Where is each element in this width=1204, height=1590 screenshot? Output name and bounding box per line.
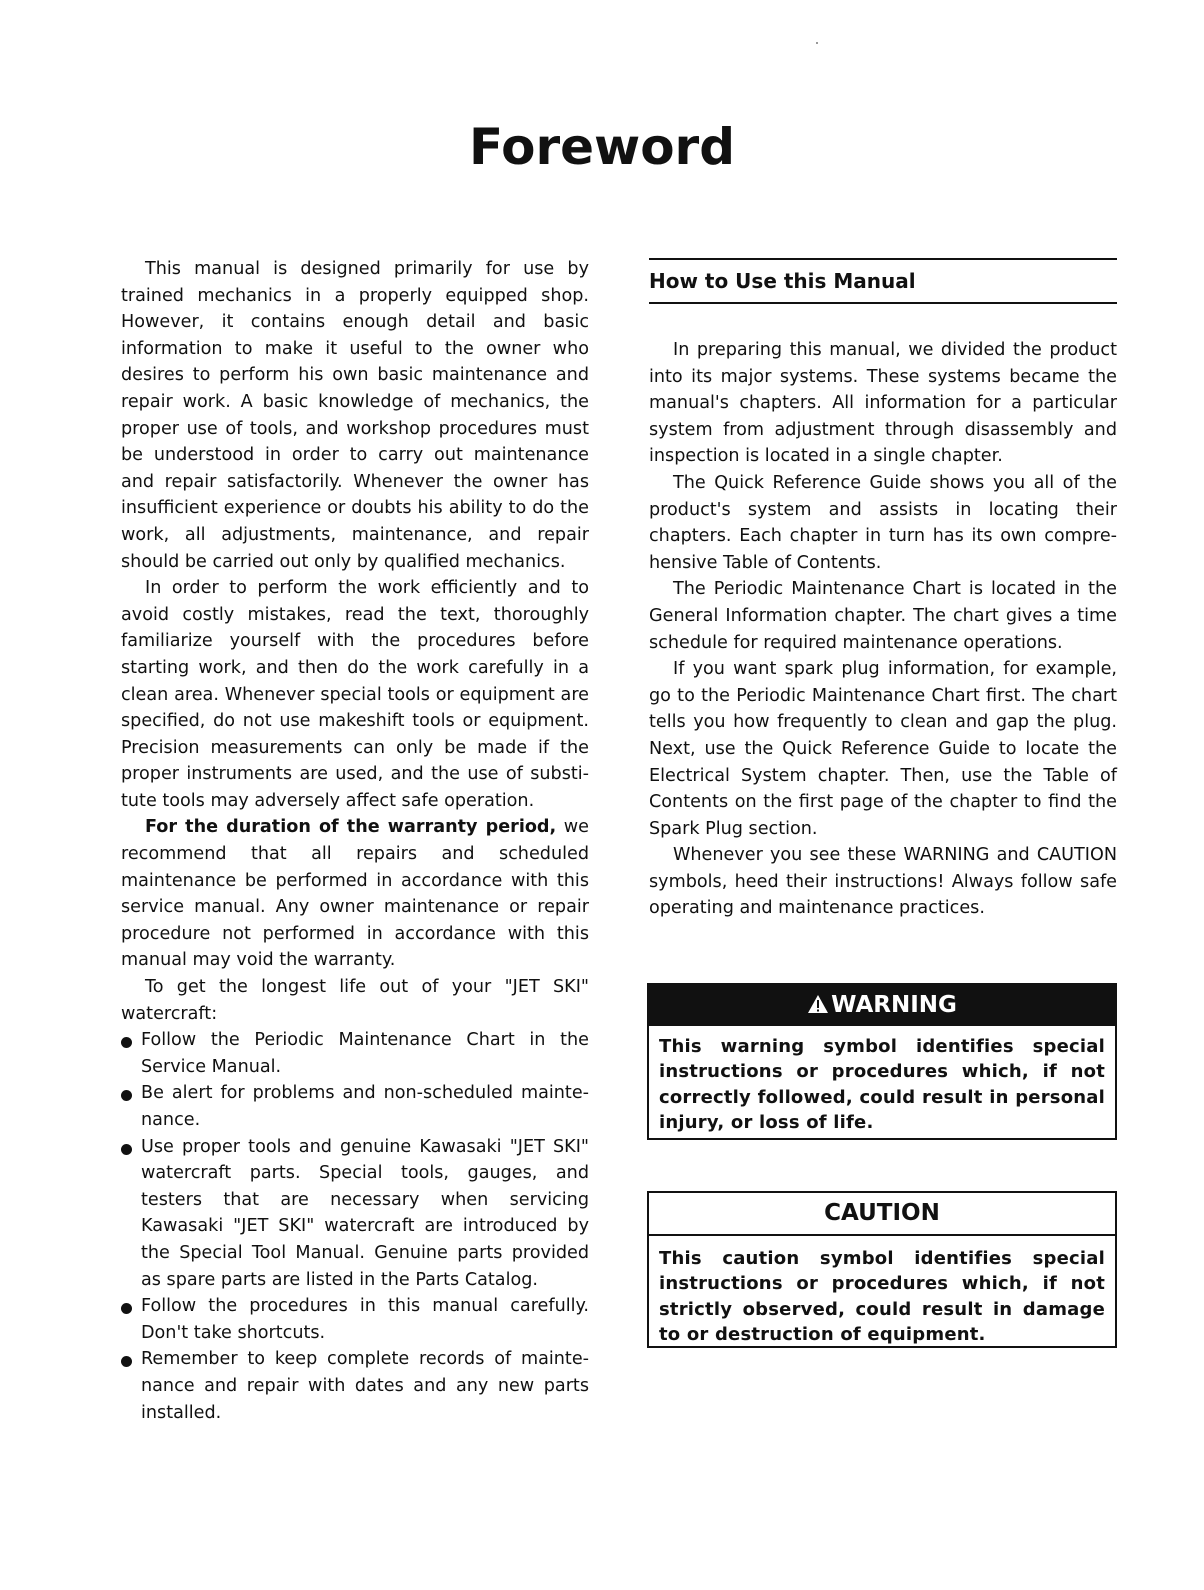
page-title: Foreword xyxy=(468,118,736,176)
list-item: Follow the Periodic Maintenance Chart in the Service Manual. xyxy=(121,1027,589,1080)
warranty-paragraph xyxy=(121,814,589,974)
warning-header xyxy=(649,985,1115,1026)
warranty-lead: For the duration of the warranty period, xyxy=(145,817,557,838)
list-item: Remember to keep complete records of mainte-nance and repair with dates and any new parts installed. xyxy=(121,1346,589,1426)
paragraph: In preparing this manual, we divided the product into its major systems. These systems became the manual's chapters. All information for a particular system from adjustment through disassembly and inspection is located in a single chapter. xyxy=(649,340,1117,467)
warranty-text: we recommend that all repairs and scheduled maintenance be performed in accordance with this service manual. Any owner maintenance or repair procedure not performed in accordance with this manual may void the warranty. xyxy=(121,817,590,971)
paragraph: Whenever you see these WARNING and CAUTION symbols, heed their instructions! Always follow safe operating and maintenance practices. xyxy=(649,845,1117,919)
bullet-icon xyxy=(121,1356,132,1367)
caution-header xyxy=(649,1193,1115,1236)
paragraph: If you want spark plug information, for example, go to the Periodic Maintenance Chart first. The chart tells you how frequently to clean and gap the plug. Next, use the Quick Reference Guide to locate the Electrical System chapter. Then, use the Table of Contents on the first page of the chapter to find the Spark Plug section. xyxy=(649,659,1117,839)
list-item: Be alert for problems and non-scheduled mainte-nance. xyxy=(121,1080,589,1133)
bullet-icon xyxy=(121,1144,132,1155)
paragraph: The Quick Reference Guide shows you all of the product's system and assists in locating their chapters. Each chapter in turn has its own compre-hensive Table of Contents. xyxy=(649,472,1117,573)
efficiency-paragraph: In order to perform the work efficiently and to avoid costly mistakes, read the text, thoroughly familiarize yourself with the procedures before starting work, and then do the work carefully in a clean area. Whenever special tools or equipment are specified, do not use makeshift tools or equipment. Precision measurements can only be made if the proper instruments are used, and the use of substi-tute tools may adversely affect safe operation. xyxy=(121,578,589,811)
scan-mark xyxy=(816,42,818,44)
list-item: Follow the procedures in this manual carefully. Don't take shortcuts. xyxy=(121,1293,589,1346)
warning-triangle-icon xyxy=(807,994,829,1014)
section-body xyxy=(649,337,1117,922)
warning-box xyxy=(647,983,1117,1140)
caution-text: This caution symbol identifies special instructions or procedures which, if not strictly observed, could result in damage to or destruction of equipment. xyxy=(659,1248,1105,1346)
bullet-icon xyxy=(121,1037,132,1048)
section-heading: How to Use this Manual xyxy=(649,258,1117,304)
longest-life-intro: To get the longest life out of your "JET SKI" watercraft: xyxy=(121,977,589,1024)
bullet-icon xyxy=(121,1303,132,1314)
warning-label: WARNING xyxy=(831,992,957,1018)
tips-list xyxy=(121,1027,589,1426)
bullet-icon xyxy=(121,1090,132,1101)
warning-text: This warning symbol identifies special instructions or procedures which, if not correctly followed, could result in personal injury, or loss of life. xyxy=(659,1036,1105,1134)
paragraph: The Periodic Maintenance Chart is located in the General Information chapter. The chart gives a time schedule for required maintenance operations. xyxy=(649,579,1117,653)
left-column xyxy=(121,256,589,1426)
right-column xyxy=(649,258,1117,922)
caution-label: CAUTION xyxy=(824,1200,940,1226)
caution-box xyxy=(647,1191,1117,1348)
intro-paragraph: This manual is designed primarily for use by trained mechanics in a properly equipped shop. However, it contains enough detail and basic information to make it useful to the owner who desires to perform his own basic maintenance and repair work. A basic knowledge of mechanics, the proper use of tools, and workshop procedures must be understood in order to carry out maintenance and repair satisfactorily. Whenever the owner has insufficient experience or doubts his ability to do the work, all adjustments, maintenance, and repair should be carried out only by qualified mechanics. xyxy=(121,259,589,572)
list-item: Use proper tools and genuine Kawasaki "JET SKI" watercraft parts. Special tools, gauges, and testers that are necessary when servicing Kawasaki "JET SKI" watercraft are introduced by the Special Tool Manual. Genuine parts provided as spare parts are listed in the Parts Catalog. xyxy=(121,1134,589,1294)
